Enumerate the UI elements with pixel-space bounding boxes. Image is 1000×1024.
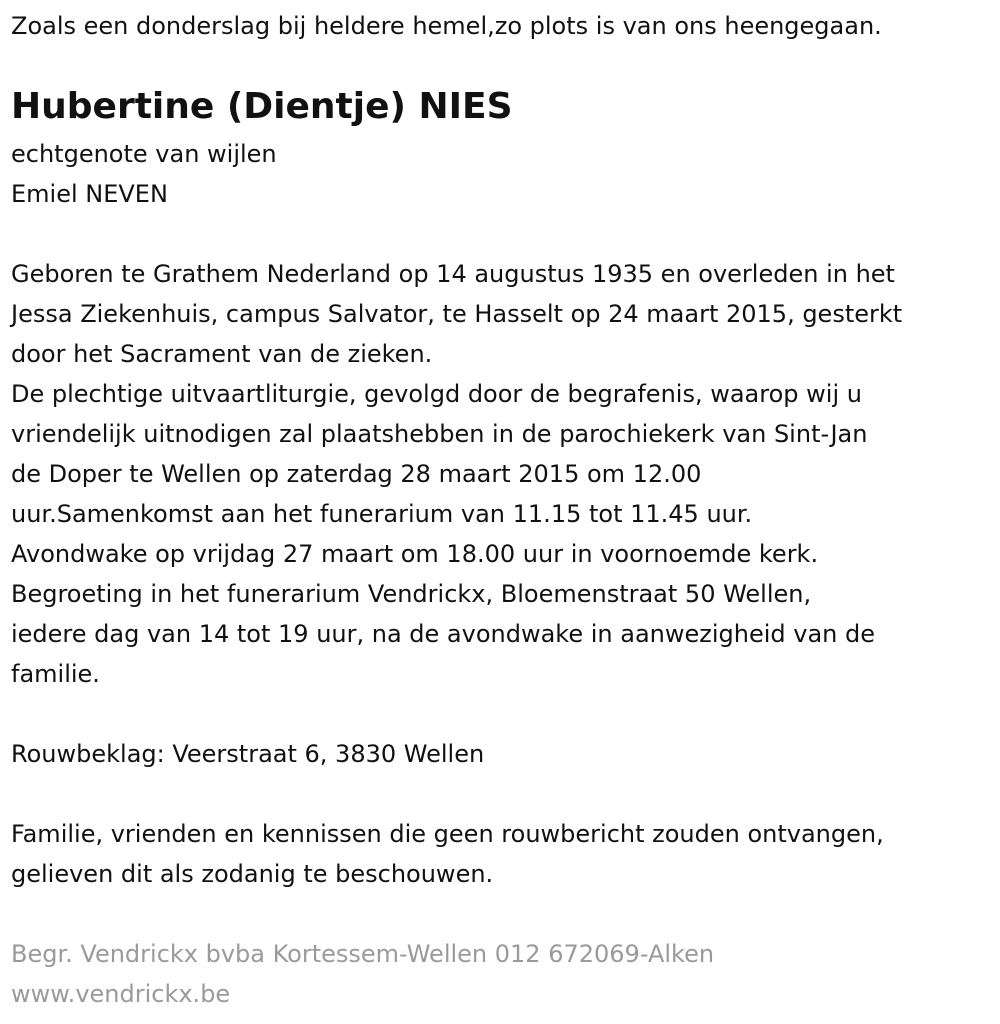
- condolence-address-block: [11, 734, 484, 774]
- intro-line: Zoals een donderslag bij heldere hemel,zo plots is van ons heengegaan.: [11, 12, 882, 40]
- text-line: uur.Samenkomst aan het funerarium van 11.15 tot 11.45 uur.: [11, 500, 753, 528]
- text-line: iedere dag van 14 tot 19 uur, na de avondwake in aanwezigheid van de: [11, 620, 876, 648]
- main-text-block: [11, 254, 902, 694]
- footer-block: [11, 934, 714, 1014]
- notice-block: [11, 814, 884, 894]
- text-line: de Doper te Wellen op zaterdag 28 maart 2015 om 12.00: [11, 460, 702, 488]
- text-line: vriendelijk uitnodigen zal plaatshebben in de parochiekerk van Sint-Jan: [11, 420, 868, 448]
- spouse-block: [11, 134, 277, 214]
- notice-line: gelieven dit als zodanig te beschouwen.: [11, 860, 494, 888]
- text-line: De plechtige uitvaartliturgie, gevolgd door de begrafenis, waarop wij u: [11, 380, 862, 408]
- spouse-name: Emiel NEVEN: [11, 180, 168, 208]
- text-line: door het Sacrament van de zieken.: [11, 340, 433, 368]
- text-line: Begroeting in het funerarium Vendrickx, Bloemenstraat 50 Wellen,: [11, 580, 812, 608]
- text-line: Geboren te Grathem Nederland op 14 augustus 1935 en overleden in het: [11, 260, 895, 288]
- funeral-home-website[interactable]: www.vendrickx.be: [11, 980, 231, 1008]
- funeral-home-info: Begr. Vendrickx bvba Kortessem-Wellen 012 672069-Alken: [11, 940, 715, 968]
- spouse-relation: echtgenote van wijlen: [11, 140, 277, 168]
- text-line: Jessa Ziekenhuis, campus Salvator, te Hasselt op 24 maart 2015, gesterkt: [11, 300, 903, 328]
- notice-line: Familie, vrienden en kennissen die geen rouwbericht zouden ontvangen,: [11, 820, 884, 848]
- text-line: Avondwake op vrijdag 27 maart om 18.00 uur in voornoemde kerk.: [11, 540, 819, 568]
- deceased-name: Hubertine (Dientje) NIES: [11, 86, 513, 127]
- condolence-address: Rouwbeklag: Veerstraat 6, 3830 Wellen: [11, 740, 485, 768]
- text-line: familie.: [11, 660, 100, 688]
